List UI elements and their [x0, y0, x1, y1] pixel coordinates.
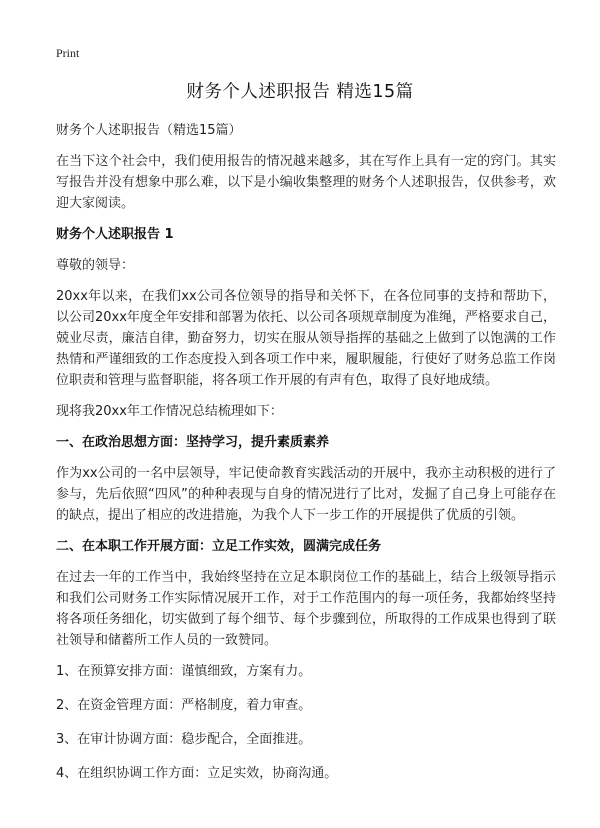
section2-heading: 二、在本职工作开展方面：立足工作实效，圆满完成任务 [56, 539, 382, 554]
list-item: 4、在组织协调工作方面：立足实效，协商沟通。 [56, 766, 338, 781]
section1-heading: 一、在政治思想方面：坚持学习，提升素质素养 [56, 435, 330, 450]
print-label[interactable]: Print [56, 46, 80, 60]
document-title: 财务个人述职报告 精选15篇 [186, 82, 414, 102]
section1-body: 作为xx公司的一名中层领导，牢记使命教育实践活动的开展中，我亦主动积极的进行了参与，先后依照“四风”的种种表现与自身的情况进行了比对，发掘了自己身上可能存在的缺点，提出了相应的改进措施，为我个人下一步工作的开展提供了优质的引领。 [56, 466, 556, 523]
document-subtitle: 财务个人述职报告（精选15篇） [56, 123, 242, 138]
report-heading: 财务个人述职报告 1 [56, 227, 174, 242]
document-body [56, 120, 556, 797]
greeting: 尊敬的领导： [56, 258, 135, 273]
list-item: 2、在资金管理方面：严格制度，着力审查。 [56, 698, 312, 713]
section2-body: 在过去一年的工作当中，我始终坚持在立足本职岗位工作的基础上，结合上级领导指示和我们公司财务工作实际情况展开工作，对于工作范围内的每一项任务，我都始终坚持将各项任务细化，切实做到了每个细节、每个步骤到位，所取得的工作成果也得到了联社领导和储蓄所工作人员的一致赞同。 [56, 570, 556, 648]
summary-intro: 现将我20xx年工作情况总结梳理如下： [56, 404, 283, 419]
list-item: 3、在审计协调方面：稳步配合，全面推进。 [56, 732, 312, 747]
list-item: 1、在预算安排方面：谨慎细致，方案有力。 [56, 664, 312, 679]
opening-paragraph: 20xx年以来，在我们xx公司各位领导的指导和关怀下，在各位同事的支持和帮助下，以公司20xx年度全年安排和部署为依托、以公司各项规章制度为准绳，严格要求自己，兢业尽责，廉洁自律，勤奋努力，切实在服从领导指挥的基础之上做到了以饱满的工作热情和严谨细致的工作态度投入到各项工作中来，履职履能，行使好了财务总监工作岗位职责和管理与监督职能，将各项工作开展的有声有色，取得了良好地成绩。 [56, 289, 556, 388]
intro-paragraph: 在当下这个社会中，我们使用报告的情况越来越多，其在写作上具有一定的窍门。其实写报告并没有想象中那么难，以下是小编收集整理的财务个人述职报告，仅供参考，欢迎大家阅读。 [56, 154, 556, 211]
